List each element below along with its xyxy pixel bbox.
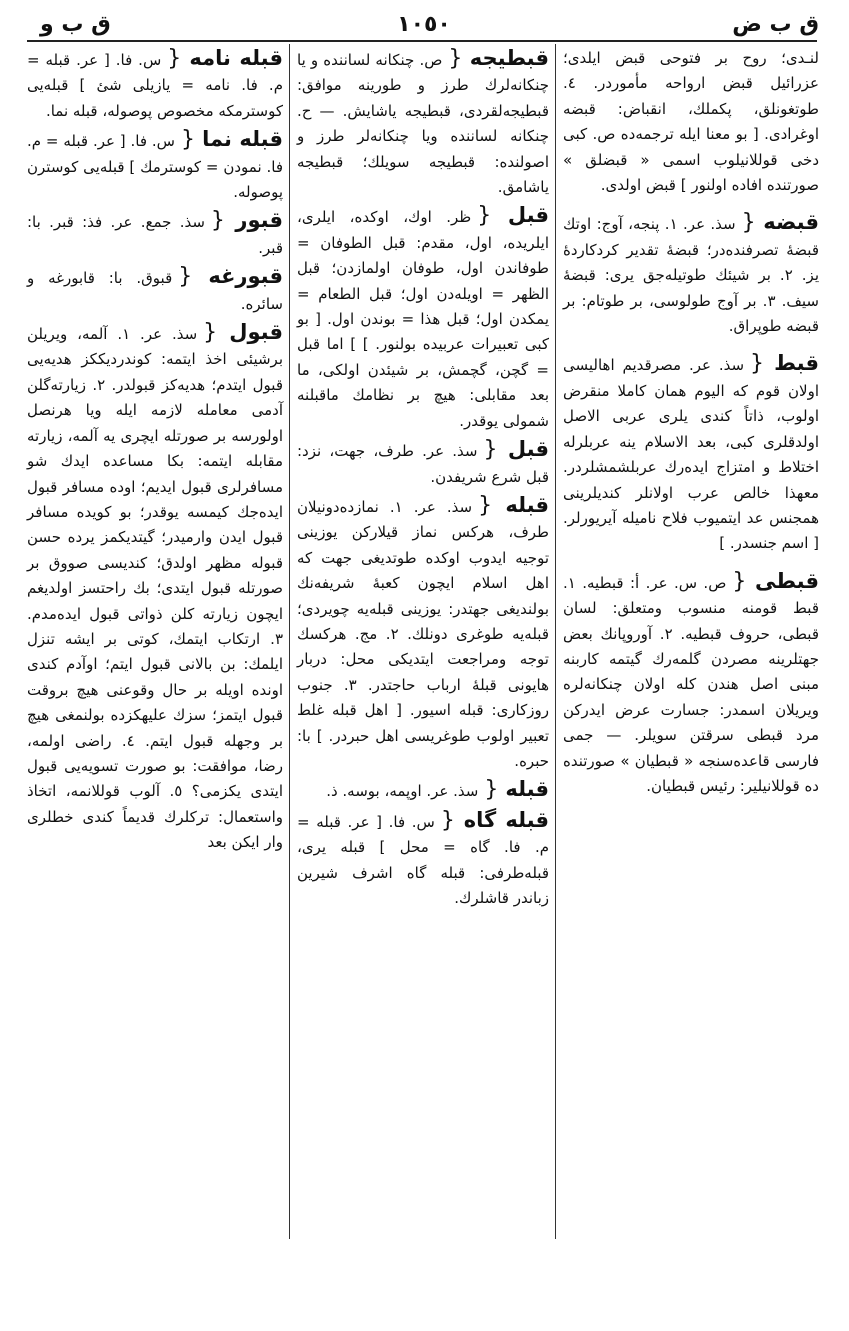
column-left [27,46,283,859]
entry-headword: قبل { [484,437,550,461]
entry-headword: قبله گاه { [441,808,549,832]
entry-headword: قبله نما { [181,127,283,151]
dictionary-entry [297,493,549,774]
dictionary-entry [563,46,819,198]
dictionary-entry [27,264,283,317]
column-divider [555,44,556,1239]
column-middle [297,46,549,914]
entry-headword: قبله { [478,493,549,517]
entry-definition: سذ. جمع. عر. فذ: قبر. با: قبر. [27,213,283,257]
entry-headword: قبط { [750,351,819,375]
column-divider [289,44,290,1239]
dictionary-entry [563,210,819,339]
header-left-letters: ق ب و [40,12,111,37]
dictionary-entry [563,351,819,556]
dictionary-entry [297,46,549,200]
entry-headword: قبطيجه { [448,46,549,70]
entry-headword: قبطى { [732,569,819,593]
entry-definition: سذ. عر. مصرقديم اهاليسى اولان قوم كه اليوم همان كاملا منقرض اولوب، ذاتاً كندى يلرى عربى الاصل اولدقلرى كبى، بعد الاسلام ينه عربلرله اختلاط و امتزاج ايده‌رك عربلشمشلردر. معهذا خالص عرب اولانلر كنديلرينى همجنس عد ايتميوب فلاح ناميله آيريورلر. [ اسم جنسدر. ] [563,356,819,553]
entry-definition: قبوق. با: قابورغه و سائره. [27,269,283,313]
dictionary-entry [297,437,549,490]
header-rule [27,40,817,42]
entry-definition: سذ. عر. اوپمه، بوسه. ذ. [326,782,479,801]
dictionary-entry [297,808,549,912]
entry-definition: ظر. اوك، اوكده، ايلرى، ايلريده، اول، مقدم: قبل الطوفان = طوفاندن اول، طوفان اولمازدن؛ قبل الظهر = اويله‌دن اول؛ قبل الطعام = يمكدن اول؛ قبل هذا = بوندن اول. [ بو كبى تعبيرات عربيده بولنور. ] ] اما قبل = گچن، گچمش، بر شيئدن اولكى، ما بعد مقابلى: هيچ بر نظامك ماقبلنه شمولى يوقدر. [297,208,549,430]
entry-definition: سذ. عر. ١. آلمه، ويريلن برشيئى اخذ ايتمه: كوندرديككز هديه‌يى قبول ايتدم؛ هديه‌كز قبولدر. ٢. زيارته‌گلن آدمى معامله لازمه ايله ويا هرنصل اولورسه بر صورتله ايچرى يه آلمه، زيارته مقابله ايتمه: بكا مساعده ايدك شو مسافرلرى قبول ايديم؛ اوده مسافر قبول ايده‌جك كيمسه يوقدر؛ بو كويده مسافر قبول ايدن وارميدر؛ گيتديكمز يرده حسن قبوله مظهر اولدق؛ كنديسى صووق بر صورتله قبول ايتدى؛ بك راحتسز اولديغم ايچون زيارته كلن ذواتى قبول ايده‌مدم. ٣. ارتكاب ايتمك، كوتى بر ايشه تنزل ايلمك: بن بالانى قبول ايتم؛ اوآدم كندى اونده اويله بر حال وقوعنى هيچ بروقت قبول ايتمز؛ سزك عليهكزده بولنمغى هيچ بر وجهله قبول ايتم. ٤. راضى اولمه، رضا، موافقت: بو صورت تسويه‌يى قبول ايتدى يكزمى؟ ٥. آلوب قوللانمه، اتخاذ واستعمال: تركلرك قديماً كندى خطلرى وار ايكن بعد [27,325,283,852]
header-right-letters: ق ب ض [732,12,819,37]
entry-definition: سذ. عر. ١. پنجه، آوج: اوتك قبضهٔ تصرفنده‌در؛ قبضهٔ تقدير كردكاردهٔ يز. ٢. بر شيئك طوتيله‌جق يرى: قبضهٔ سيف. ٣. بر آوج طولوسى، بر طوتام: بر قبضه طوپراق. [563,215,819,336]
entry-definition: لنـدى؛ روح بر فتوحى قبض ايلدى؛ عزرائيل قبض ارواحه مأموردر. ٤. طوتغونلق، پكملك، انقباض: قبضه اوغرادى. [ بو معنا ايله ترجمه‌ده ص. كبى دخى قوللانيلوب اسمى « قبضلق » صورتنده افاده اولنور ] قبض اولدى. [563,49,819,195]
entry-headword: قبول { [203,320,283,344]
entry-headword: قبل { [477,203,549,227]
entry-definition: س. فا. [ عر. قبله = م. فا. نامه = يازيلى شئ ] قبله‌يى كوسترمكه مخصوص پوصوله، قبله نما. [27,51,283,120]
entry-definition: سذ. عر. طرف، جهت، نزد: قبل شرع شريفدن. [297,442,549,486]
page-number: ١٠٥٠ [397,12,451,37]
entry-headword: قبور { [211,208,283,232]
entry-headword: قبورغه { [178,264,283,288]
entry-definition: ص. چنكانه لساننده و يا چنكانه‌لرك طرز و طورينه موافق: قبطيجه‌لقردى، قبطيجه ياشايش. — ح. چنكانه لساننده ويا چنكانه‌لر طرز و اصولنده: قبطيجه سويلك؛ قبطيجه ياشامق. [297,51,549,197]
column-right [563,46,819,802]
entry-definition: س. فا. [ عر. قبله = م. فا. گاه = محل ] قبله يرى، قبله‌طرفى: قبله گاه اشرف شيرين زباندر قاشلرك. [297,812,549,907]
dictionary-entry [297,203,549,434]
dictionary-entry [27,127,283,205]
dictionary-entry [27,46,283,124]
entry-definition: ص. س. عر. أ: قبطيه. ١. قبط قومنه منسوب ومتعلق: لسان قبطى، حروف قبطيه. ٢. آوروپانك بعض جهتلرينه مصردن گلمه‌رك گيتمه كاربنه مبنى اصل هندن كله اولان چنكانه‌لره ويريلان اسمدر: جسارت عرض ايدركن مرد قبطى سرقتن سويلر. — جمى فارسى قاعده‌سنجه « قبطيان » صورتنده ده قوللانيلير: رئيس قبطيان. [563,573,819,795]
entry-definition: سذ. عر. ١. نمازده‌دونيلان طرف، هركس نماز قيلاركن يوزينى توجيه ايدوب اوكده طوتديغى جهت كه اهل اسلام ايچون كعبهٔ شريفه‌نك بولنديغى جهتدر: يوزينى قبله‌يه چويردى؛ قبله‌يه طوغرى دونلك. ٢. مج. هركسك توجه ومراجعت ايتديكى محل: دربار هايونى قبلهٔ ارباب حاجتدر. ٣. جنوب روزكارى: قبله اسيور. [ اهل قبله غلط تعبير اولوب طوغريسى اهل حبردر. ] با: حبره. [297,497,550,770]
dictionary-entry [297,777,549,804]
dictionary-entry [27,208,283,261]
dictionary-entry [27,320,283,856]
entry-headword: قبله { [484,777,549,801]
entry-headword: قبله نامه { [167,46,283,70]
dictionary-entry [563,569,819,800]
entry-definition: س. فا. [ عر. قبله = م. فا. نمودن = كوسترمك ] قبله‌يى كوسترن پوصوله. [27,132,283,202]
entry-headword: قبضه { [742,210,819,234]
